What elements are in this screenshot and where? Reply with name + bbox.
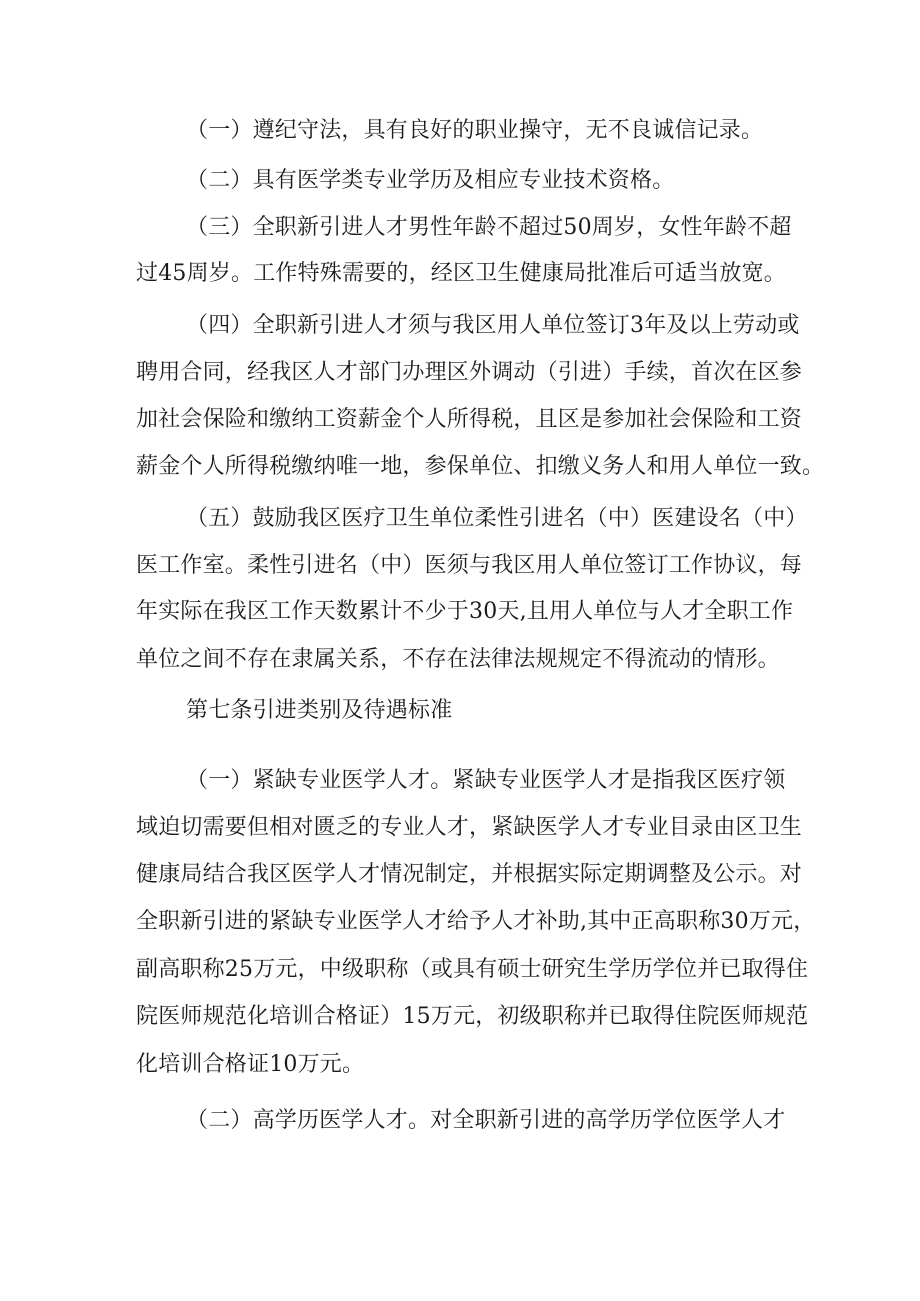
paragraph-7-line-1: （二）高学历医学人才。对全职新引进的高学历学位医学人才 bbox=[186, 1108, 786, 1133]
paragraph-4-line-2: 聘用合同，经我区人才部门办理区外调动（引进）手续，首次在区参 bbox=[136, 360, 803, 385]
paragraph-6-line-1: （一）紧缺专业医学人才。紧缺专业医学人才是指我区医疗领 bbox=[186, 768, 786, 793]
paragraph-6-line-4: 全职新引进的紧缺专业医学人才给予人才补助,其中正高职称30万元， bbox=[136, 909, 816, 934]
paragraph-6-line-7: 化培训合格证10万元。 bbox=[136, 1052, 365, 1077]
paragraph-3-line-1: （三）全职新引进人才男性年龄不超过50周岁，女性年龄不超 bbox=[186, 215, 792, 240]
section-heading: 第七条引进类别及待遇标准 bbox=[186, 698, 453, 723]
paragraph-6-line-3: 健康局结合我区医学人才情况制定，并根据实际定期调整及公示。对 bbox=[136, 862, 803, 887]
paragraph-6-line-5: 副高职称25万元，中级职称（或具有硕士研究生学历学位并已取得住 bbox=[136, 957, 809, 982]
paragraph-5-line-3: 年实际在我区工作天数累计不少于30天,且用人单位与人才全职工作 bbox=[136, 599, 794, 624]
paragraph-5-line-2: 医工作室。柔性引进名（中）医须与我区用人单位签订工作协议，每 bbox=[136, 553, 803, 578]
paragraph-4-line-4: 薪金个人所得税缴纳唯一地，参保单位、扣缴义务人和用人单位一致。 bbox=[136, 454, 825, 479]
paragraph-2: （二）具有医学类专业学历及相应专业技术资格。 bbox=[186, 168, 675, 193]
paragraph-5-line-1: （五）鼓励我区医疗卫生单位柔性引进名（中）医建设名（中） bbox=[186, 506, 808, 531]
paragraph-5-line-4: 单位之间不存在隶属关系，不存在法律法规规定不得流动的情形。 bbox=[136, 647, 780, 672]
paragraph-1: （一）遵纪守法，具有良好的职业操守，无不良诚信记录。 bbox=[186, 118, 764, 143]
paragraph-3-line-2: 过45周岁。工作特殊需要的，经区卫生健康局批准后可适当放宽。 bbox=[136, 261, 786, 286]
paragraph-4-line-1: （四）全职新引进人才须与我区用人单位签订3年及以上劳动或 bbox=[186, 313, 800, 338]
paragraph-4-line-3: 加社会保险和缴纳工资薪金个人所得税，且区是参加社会保险和工资 bbox=[136, 407, 803, 432]
paragraph-6-line-2: 域迫切需要但相对匮乏的专业人才，紧缺医学人才专业目录由区卫生 bbox=[136, 815, 803, 840]
paragraph-6-line-6: 院医师规范化培训合格证）15万元，初级职称并已取得住院医师规范 bbox=[136, 1004, 809, 1029]
